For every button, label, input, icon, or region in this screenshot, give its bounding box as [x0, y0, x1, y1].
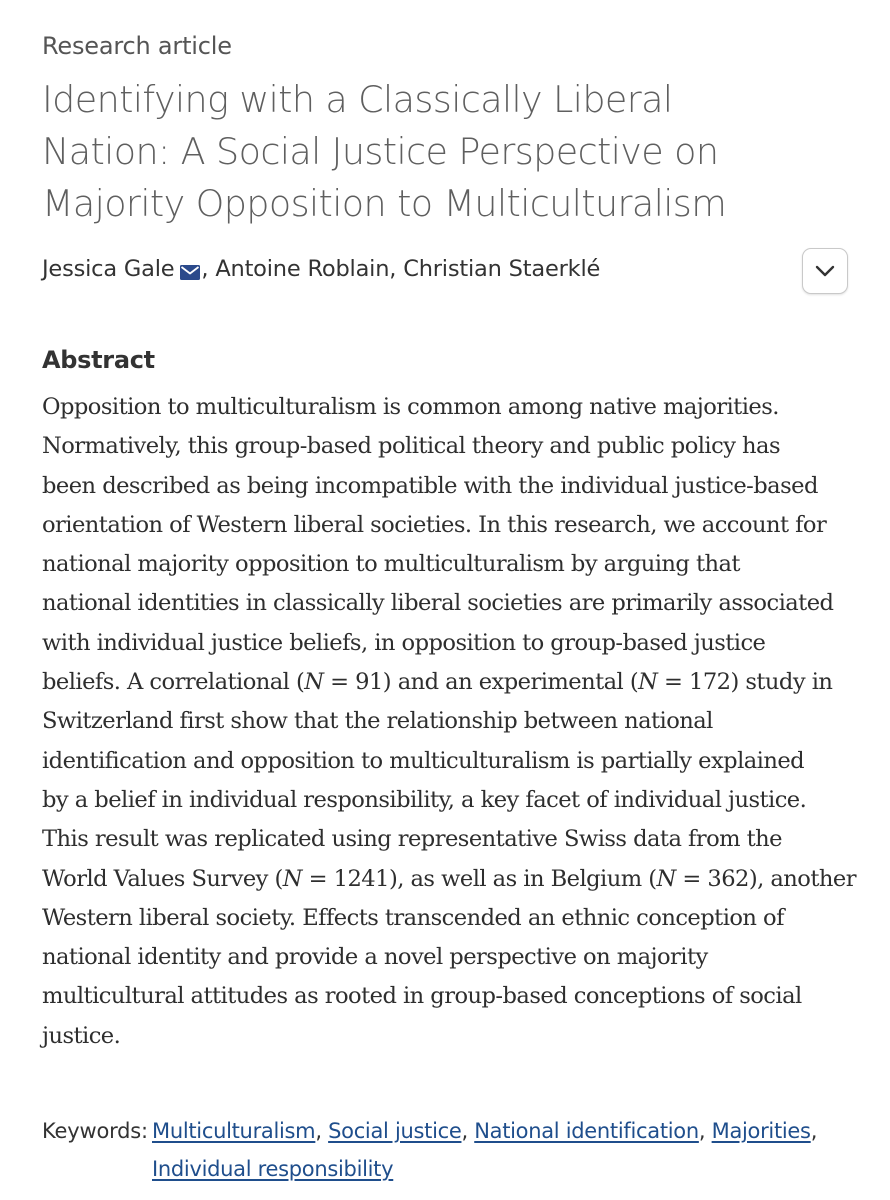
author-separator: , [201, 256, 216, 282]
expand-authors-button[interactable] [802, 248, 848, 294]
abstract-line: Western liberal society. Effects transcended an ethnic conception of [42, 904, 784, 931]
abstract-line: justice. [42, 1022, 121, 1049]
keyword-link[interactable]: Individual responsibility [152, 1157, 394, 1181]
keyword-link[interactable]: Multiculturalism [152, 1119, 316, 1143]
chevron-down-icon [815, 265, 835, 277]
abstract-line: Opposition to multiculturalism is common among native majorities. [42, 394, 779, 420]
keyword-link[interactable]: National identification [474, 1119, 699, 1143]
author-separator: , [389, 256, 404, 282]
keywords-label: Keywords: [42, 1119, 148, 1143]
abstract-text [42, 388, 856, 1056]
abstract-line: been described as being incompatible with the individual justice-based [42, 472, 818, 499]
abstract-line: with individual justice beliefs, in opposition to group-based justice [42, 629, 766, 656]
abstract-line: Switzerland first show that the relationship between national [42, 708, 713, 735]
abstract-heading: Abstract [42, 346, 155, 374]
abstract-line: World Values Survey (N = 1241), as well as in Belgium (N = 362), another [42, 865, 856, 892]
article-title [42, 74, 802, 230]
title-line: Majority Opposition to Multiculturalism [42, 182, 727, 225]
title-line: Nation: A Social Justice Perspective on [42, 130, 719, 173]
author-name[interactable]: Antoine Roblain [215, 256, 390, 282]
abstract-line: Normatively, this group-based political theory and public policy has [42, 433, 781, 460]
abstract-line: national majority opposition to multiculturalism by arguing that [42, 551, 740, 578]
abstract-line: multicultural attitudes as rooted in group-based conceptions of social [42, 983, 802, 1010]
author-name[interactable]: Jessica Gale [42, 256, 175, 282]
author-name[interactable]: Christian Staerklé [403, 256, 601, 282]
keyword-link[interactable]: Majorities [711, 1119, 811, 1143]
keyword-link[interactable]: Social justice [328, 1119, 462, 1143]
abstract-line: national identities in classically liberal societies are primarily associated [42, 590, 834, 617]
abstract-line: beliefs. A correlational (N = 91) and an experimental (N = 172) study in [42, 669, 833, 696]
author-list [42, 256, 600, 282]
abstract-line: by a belief in individual responsibility, a key facet of individual justice. [42, 786, 807, 813]
envelope-icon[interactable] [180, 260, 200, 275]
article-type: Research article [42, 32, 232, 60]
abstract-line: national identity and provide a novel perspective on majority [42, 944, 708, 971]
keyword-list: Multiculturalism, Social justice, National identification, Majorities, Individual responsibility [152, 1119, 818, 1181]
abstract-line: This result was replicated using representative Swiss data from the [42, 826, 782, 853]
title-line: Identifying with a Classically Liberal [42, 78, 673, 121]
abstract-line: identification and opposition to multiculturalism is partially explained [42, 747, 805, 774]
abstract-line: orientation of Western liberal societies. In this research, we account for [42, 511, 827, 538]
